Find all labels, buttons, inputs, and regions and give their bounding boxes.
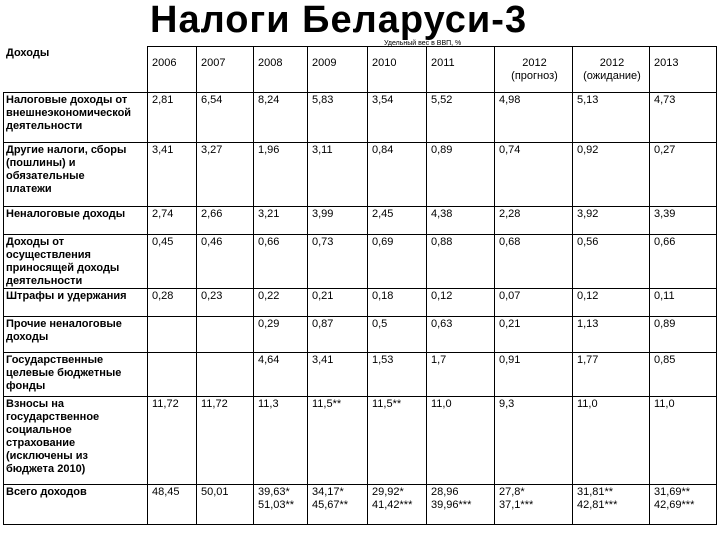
- cell-value: 42,81***: [577, 499, 618, 511]
- cell-value: 1,7: [431, 354, 447, 366]
- table-cell: [573, 93, 650, 143]
- table-cell: [573, 317, 650, 353]
- cell-value: 4,38: [431, 208, 453, 220]
- table-cell: [308, 207, 368, 235]
- cell-value: 31,81**: [577, 486, 614, 498]
- cell-value: 42,69***: [654, 499, 695, 511]
- table-cell: [197, 235, 254, 289]
- table-cell: [308, 397, 368, 485]
- table-cell: [495, 93, 573, 143]
- column-header: [368, 47, 427, 93]
- cell-value: 3,99: [312, 208, 334, 220]
- table-cell: [148, 207, 197, 235]
- table-cell: [368, 235, 427, 289]
- row-label-text: Налоговые доходы от: [6, 94, 128, 106]
- table-cell: [254, 353, 308, 397]
- row-label-text: Всего доходов: [6, 486, 87, 498]
- cell-value: 2,66: [201, 208, 223, 220]
- cell-value: 1,53: [372, 354, 394, 366]
- cell-value: 1,96: [258, 144, 280, 156]
- table-cell: [197, 143, 254, 207]
- cell-value: 3,54: [372, 94, 394, 106]
- cell-value: 11,0: [654, 398, 675, 410]
- table-cell: [197, 317, 254, 353]
- table-cell: [495, 353, 573, 397]
- cell-value: 0,66: [654, 236, 676, 248]
- table-cell: [650, 317, 717, 353]
- table-cell: [650, 207, 717, 235]
- column-header-text: 2009: [312, 57, 337, 69]
- cell-value: 0,11: [654, 290, 675, 302]
- column-header: [148, 47, 197, 93]
- table-cell: [427, 397, 495, 485]
- table-cell: [427, 143, 495, 207]
- table-row: [4, 397, 717, 485]
- cell-value: 4,98: [499, 94, 521, 106]
- cell-value: 5,52: [431, 94, 453, 106]
- table-row: [4, 485, 717, 525]
- row-label-text: внешнеэкономической: [6, 107, 132, 119]
- cell-value: 11,5**: [312, 398, 342, 410]
- row-label-text: государственное: [6, 411, 100, 423]
- row-label-text: Прочие неналоговые: [6, 318, 122, 330]
- column-header: [197, 47, 254, 93]
- row-label-text: фонды: [6, 380, 46, 392]
- cell-value: 0,21: [312, 290, 334, 302]
- row-label-text: (пошлины) и: [6, 157, 76, 169]
- row-label: [4, 485, 148, 525]
- table-cell: [427, 235, 495, 289]
- table-cell: [254, 485, 308, 525]
- table-cell: [368, 485, 427, 525]
- cell-value: 3,39: [654, 208, 676, 220]
- cell-value: 0,69: [372, 236, 394, 248]
- cell-value: 1,77: [577, 354, 599, 366]
- table-cell: [148, 235, 197, 289]
- cell-value: 2,74: [152, 208, 174, 220]
- cell-value: 11,0: [577, 398, 598, 410]
- table-cell: [573, 207, 650, 235]
- table-cell: [427, 353, 495, 397]
- cell-value: 0,56: [577, 236, 599, 248]
- row-label: [4, 397, 148, 485]
- table-cell: [495, 207, 573, 235]
- cell-value: 51,03**: [258, 499, 295, 511]
- cell-value: 11,5**: [372, 398, 402, 410]
- table-cell: [650, 397, 717, 485]
- cell-value: 0,45: [152, 236, 174, 248]
- table-cell: [197, 93, 254, 143]
- row-label-text: бюджета 2010): [6, 463, 86, 475]
- column-header-text: 2012: [599, 57, 625, 69]
- cell-value: 11,3: [258, 398, 279, 410]
- table-cell: [308, 353, 368, 397]
- column-header-text: 2010: [372, 57, 397, 69]
- row-label-text: Штрафы и удержания: [6, 290, 127, 302]
- row-label-text: Неналоговые доходы: [6, 208, 126, 220]
- table-cell: [650, 93, 717, 143]
- cell-value: 0,23: [201, 290, 223, 302]
- cell-value: 37,1***: [499, 499, 534, 511]
- column-header: [427, 47, 495, 93]
- cell-value: 0,85: [654, 354, 676, 366]
- table-cell: [148, 353, 197, 397]
- table-cell: [254, 207, 308, 235]
- table-cell: [254, 289, 308, 317]
- column-header: [495, 47, 573, 93]
- cell-value: 5,13: [577, 94, 599, 106]
- cell-value: 0,22: [258, 290, 280, 302]
- column-header-text: (прогноз): [511, 70, 558, 82]
- row-label-text: (исключены из: [6, 450, 88, 462]
- row-label-text: Взносы на: [6, 398, 64, 410]
- table-cell: [427, 317, 495, 353]
- row-label: [4, 93, 148, 143]
- cell-value: 3,21: [258, 208, 280, 220]
- table-cell: [368, 289, 427, 317]
- row-label: [4, 353, 148, 397]
- row-label: [4, 207, 148, 235]
- table-cell: [148, 289, 197, 317]
- table-cell: [495, 235, 573, 289]
- table-cell: [308, 235, 368, 289]
- cell-value: 0,92: [577, 144, 599, 156]
- cell-value: 11,72: [201, 398, 228, 410]
- cell-value: 9,3: [499, 398, 515, 410]
- table-cell: [148, 397, 197, 485]
- table-cell: [573, 353, 650, 397]
- table-cell: [427, 207, 495, 235]
- column-header-text: 2012: [522, 57, 547, 69]
- page-title: Налоги Беларуси-3: [150, 0, 528, 41]
- corner-label: Доходы: [6, 47, 50, 59]
- row-label: [4, 289, 148, 317]
- table-cell: [148, 485, 197, 525]
- row-label-text: целевые бюджетные: [6, 367, 122, 379]
- cell-value: 4,64: [258, 354, 280, 366]
- row-label-text: доходы: [6, 331, 49, 343]
- row-label: [4, 235, 148, 289]
- cell-value: 0,18: [372, 290, 394, 302]
- column-header-text: 2011: [431, 57, 455, 69]
- table-cell: [495, 317, 573, 353]
- cell-value: 31,69**: [654, 486, 691, 498]
- cell-value: 3,11: [312, 144, 333, 156]
- table-cell: [308, 317, 368, 353]
- table-row: [4, 289, 717, 317]
- column-header-text: 2013: [654, 57, 679, 69]
- table-cell: [573, 235, 650, 289]
- cell-value: 3,27: [201, 144, 223, 156]
- cell-value: 39,96***: [431, 499, 472, 511]
- table-row: [4, 235, 717, 289]
- table-cell: [148, 143, 197, 207]
- row-label: [4, 143, 148, 207]
- column-header: [254, 47, 308, 93]
- cell-value: 11,72: [152, 398, 179, 410]
- cell-value: 0,12: [431, 290, 453, 302]
- cell-value: 0,89: [654, 318, 676, 330]
- table-row: [4, 353, 717, 397]
- row-label-text: страхование: [6, 437, 76, 449]
- table-cell: [368, 397, 427, 485]
- cell-value: 41,42***: [372, 499, 413, 511]
- table-cell: [650, 485, 717, 525]
- row-label: [4, 317, 148, 353]
- table-cell: [308, 289, 368, 317]
- cell-value: 0,12: [577, 290, 599, 302]
- cell-value: 0,91: [499, 354, 521, 366]
- cell-value: 27,8*: [499, 486, 525, 498]
- table-cell: [368, 317, 427, 353]
- column-header-text: 2006: [152, 57, 177, 69]
- cell-value: 0,5: [372, 318, 388, 330]
- column-header-text: (ожидание): [583, 70, 641, 82]
- column-header: [573, 47, 650, 93]
- table-cell: [573, 289, 650, 317]
- table-cell: [368, 143, 427, 207]
- cell-value: 5,83: [312, 94, 334, 106]
- column-header-text: 2007: [201, 57, 226, 69]
- column-header: [308, 47, 368, 93]
- table-cell: [427, 485, 495, 525]
- cell-value: 0,46: [201, 236, 223, 248]
- table-cell: [148, 317, 197, 353]
- cell-value: 0,07: [499, 290, 521, 302]
- table-cell: [495, 143, 573, 207]
- table-cell: [197, 289, 254, 317]
- cell-value: 0,73: [312, 236, 334, 248]
- table-cell: [495, 485, 573, 525]
- table-cell: [573, 397, 650, 485]
- table-cell: [368, 207, 427, 235]
- cell-value: 0,74: [499, 144, 521, 156]
- table-cell: [254, 235, 308, 289]
- cell-value: 2,28: [499, 208, 521, 220]
- table-row: [4, 143, 717, 207]
- cell-value: 0,29: [258, 318, 280, 330]
- table-cell: [495, 289, 573, 317]
- table-cell: [197, 207, 254, 235]
- row-label-text: обязательные: [6, 170, 85, 182]
- cell-value: 29,92*: [372, 486, 404, 498]
- cell-value: 0,87: [312, 318, 334, 330]
- table-subtitle: Удельный вес в ВВП, %: [384, 40, 462, 47]
- row-label-text: платежи: [6, 183, 52, 195]
- row-label-text: приносящей доходы: [6, 262, 120, 274]
- cell-value: 0,63: [431, 318, 453, 330]
- table-row: [4, 317, 717, 353]
- table-cell: [254, 143, 308, 207]
- cell-value: 6,54: [201, 94, 223, 106]
- row-label-text: осуществления: [6, 249, 91, 261]
- table-cell: [197, 397, 254, 485]
- cell-value: 0,89: [431, 144, 453, 156]
- row-label-text: Другие налоги, сборы: [6, 144, 127, 156]
- cell-value: 39,63*: [258, 486, 290, 498]
- table-cell: [254, 93, 308, 143]
- cell-value: 45,67**: [312, 499, 349, 511]
- table-cell: [197, 485, 254, 525]
- table-cell: [650, 353, 717, 397]
- cell-value: 48,45: [152, 486, 180, 498]
- cell-value: 0,28: [152, 290, 174, 302]
- table-cell: [308, 143, 368, 207]
- cell-value: 1,13: [577, 318, 599, 330]
- row-label-text: Государственные: [6, 354, 104, 366]
- cell-value: 2,81: [152, 94, 174, 106]
- cell-value: 2,45: [372, 208, 394, 220]
- table-cell: [308, 93, 368, 143]
- cell-value: 50,01: [201, 486, 229, 498]
- cell-value: 0,27: [654, 144, 676, 156]
- cell-value: 34,17*: [312, 486, 344, 498]
- row-label-text: Доходы от: [6, 236, 65, 248]
- cell-value: 8,24: [258, 94, 280, 106]
- column-header-text: 2008: [258, 57, 283, 69]
- table-cell: [650, 289, 717, 317]
- cell-value: 0,66: [258, 236, 280, 248]
- table-cell: [427, 93, 495, 143]
- cell-value: 28,96: [431, 486, 459, 498]
- row-label-text: социальное: [6, 424, 72, 436]
- cell-value: 4,73: [654, 94, 676, 106]
- column-header: [650, 47, 717, 93]
- cell-value: 3,92: [577, 208, 599, 220]
- cell-value: 0,88: [431, 236, 453, 248]
- cell-value: 3,41: [152, 144, 174, 156]
- table-row: [4, 207, 717, 235]
- table-row: [4, 93, 717, 143]
- table-cell: [148, 93, 197, 143]
- corner-header: [4, 47, 148, 93]
- table-cell: [368, 93, 427, 143]
- cell-value: 3,41: [312, 354, 334, 366]
- table-cell: [650, 143, 717, 207]
- cell-value: 0,21: [499, 318, 521, 330]
- revenue-table: [3, 46, 717, 525]
- table-cell: [368, 353, 427, 397]
- table-cell: [254, 317, 308, 353]
- cell-value: 0,84: [372, 144, 394, 156]
- table-cell: [308, 485, 368, 525]
- row-label-text: деятельности: [6, 120, 83, 132]
- row-label-text: деятельности: [6, 275, 83, 287]
- table-cell: [495, 397, 573, 485]
- table-cell: [573, 485, 650, 525]
- table-cell: [427, 289, 495, 317]
- table-cell: [254, 397, 308, 485]
- cell-value: 0,68: [499, 236, 521, 248]
- table-cell: [573, 143, 650, 207]
- cell-value: 11,0: [431, 398, 452, 410]
- header-row: [4, 47, 717, 93]
- table-cell: [650, 235, 717, 289]
- table-cell: [197, 353, 254, 397]
